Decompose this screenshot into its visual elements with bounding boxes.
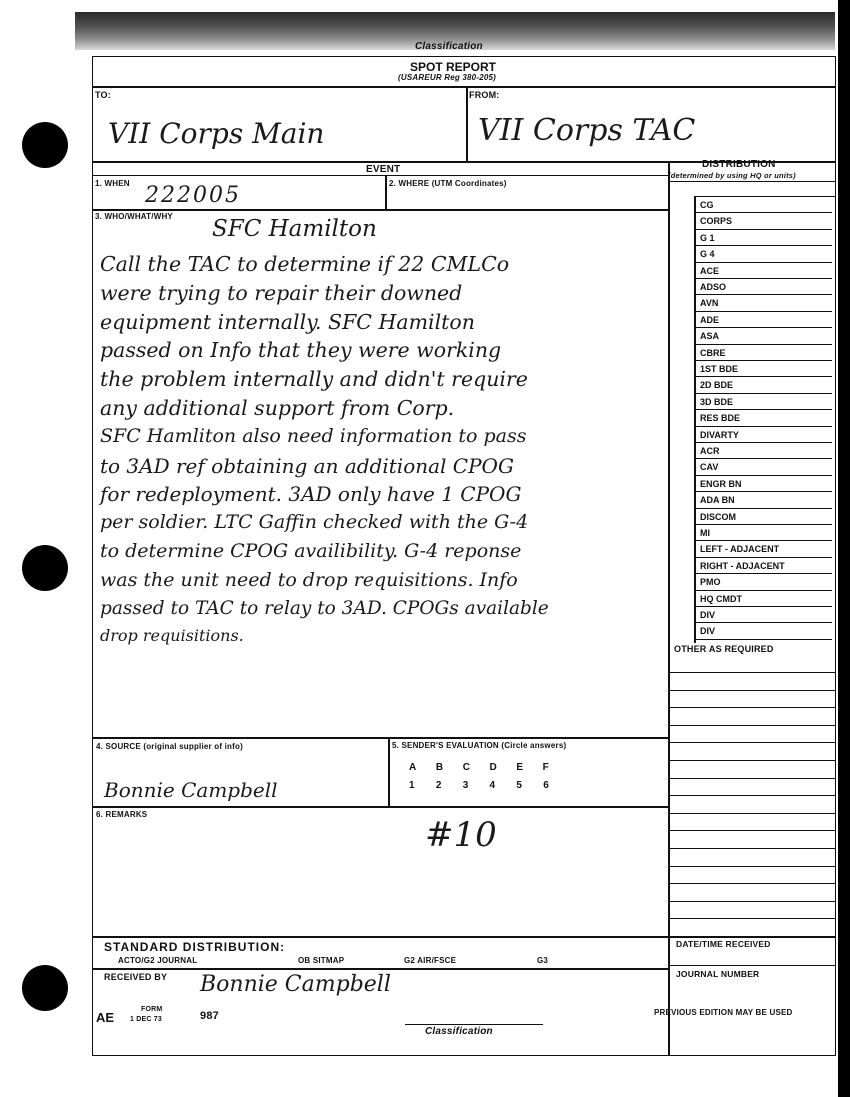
- where-label: 2. WHERE (UTM Coordinates): [389, 179, 507, 188]
- narrative-line: to determine CPOG availibility. G-4 reponse: [100, 539, 522, 562]
- narrative-line: Call the TAC to determine if 22 CMLCo: [100, 252, 510, 276]
- other-line: [670, 848, 836, 849]
- when-value: 222005: [145, 183, 241, 208]
- other-line: [670, 918, 836, 919]
- narrative-line: per soldier. LTC Gaffin checked with the G-4: [100, 511, 529, 534]
- evaluation-letters: [409, 762, 549, 773]
- form-date: 1 DEC 73: [130, 1016, 162, 1023]
- previous-edition-note: PREVIOUS EDITION MAY BE USED: [654, 1008, 793, 1017]
- distribution-item: CORPS: [694, 213, 832, 229]
- other-line: [670, 778, 836, 779]
- other-line: [670, 690, 836, 691]
- distribution-item: RES BDE: [694, 410, 832, 426]
- narrative-line: were trying to repair their downed: [100, 280, 463, 305]
- narrative-line: was the unit need to drop requisitions. Info: [100, 568, 518, 591]
- to-value: VII Corps Main: [108, 117, 325, 150]
- other-line: [670, 813, 836, 814]
- scan-edge-bar: [838, 0, 850, 1097]
- std-item: OB SITMAP: [298, 956, 345, 965]
- distribution-item: ENGR BN: [694, 476, 832, 492]
- other-line: [670, 742, 836, 743]
- other-line: [670, 883, 836, 884]
- when-label: 1. WHEN: [95, 179, 130, 188]
- eval-number[interactable]: 4: [489, 780, 496, 791]
- journal-number-label: JOURNAL NUMBER: [676, 969, 760, 979]
- eval-letter[interactable]: D: [489, 762, 497, 773]
- narrative-line: drop requisitions.: [100, 626, 244, 646]
- distribution-item: MI: [694, 525, 832, 541]
- distribution-title: DISTRIBUTION: [702, 159, 776, 170]
- eval-letter[interactable]: B: [435, 762, 444, 773]
- eval-letter[interactable]: F: [542, 762, 549, 773]
- distribution-item: DIVARTY: [694, 427, 832, 443]
- narrative-line: equipment internally. SFC Hamilton: [100, 309, 475, 334]
- remarks-label: 6. REMARKS: [96, 810, 148, 819]
- eval-number[interactable]: 3: [462, 780, 469, 791]
- form-title: SPOT REPORT: [410, 60, 497, 74]
- narrative-line: the problem internally and didn't require: [100, 367, 528, 392]
- other-line: [670, 795, 836, 796]
- other-line: [670, 725, 836, 726]
- other-line: [670, 707, 836, 708]
- from-value: VII Corps TAC: [478, 113, 696, 148]
- eval-number[interactable]: 6: [543, 780, 549, 791]
- narrative-line: any additional support from Corp.: [100, 395, 455, 420]
- distribution-item: RIGHT - ADJACENT: [694, 558, 832, 574]
- who-value: SFC Hamilton: [212, 216, 377, 242]
- evaluation-numbers: [409, 780, 549, 791]
- standard-distribution-label: STANDARD DISTRIBUTION:: [104, 940, 286, 954]
- classification-bottom: Classification: [425, 1026, 493, 1037]
- eval-number[interactable]: 2: [435, 780, 442, 791]
- source-label: 4. SOURCE (original supplier of info): [96, 742, 243, 751]
- to-label: TO:: [95, 90, 111, 100]
- received-by-label: RECEIVED BY: [104, 972, 168, 982]
- eval-letter[interactable]: A: [409, 762, 417, 773]
- narrative-line: to 3AD ref obtaining an additional CPOG: [100, 453, 514, 478]
- eval-letter[interactable]: C: [462, 762, 471, 773]
- distribution-item: G 1: [694, 230, 832, 246]
- remarks-value: #10: [425, 815, 497, 855]
- narrative-line: for redeployment. 3AD only have 1 CPOG: [100, 482, 522, 507]
- narrative: [100, 252, 665, 655]
- from-label: FROM:: [469, 90, 500, 100]
- distribution-item: AVN: [694, 295, 832, 311]
- event-label: EVENT: [366, 164, 401, 175]
- form-number: 987: [200, 1010, 219, 1022]
- std-item: G2 AIR/FSCE: [404, 956, 457, 965]
- distribution-item: ACE: [694, 263, 832, 279]
- distribution-item: ADA BN: [694, 492, 832, 508]
- std-item: ACTO/G2 JOURNAL: [118, 956, 198, 965]
- std-item: G3: [537, 956, 549, 965]
- distribution-item: 1ST BDE: [694, 361, 832, 377]
- evaluation-label: 5. SENDER'S EVALUATION (Circle answers): [392, 741, 567, 750]
- distribution-item: LEFT - ADJACENT: [694, 541, 832, 557]
- other-as-required-label: OTHER AS REQUIRED: [674, 644, 774, 654]
- distribution-subtitle: (determined by using HQ or units): [668, 171, 796, 180]
- other-line: [670, 901, 836, 902]
- distribution-item: ADSO: [694, 279, 832, 295]
- form-regulation: (USAREUR Reg 380-205): [398, 73, 497, 82]
- narrative-line: SFC Hamliton also need information to pass: [100, 424, 527, 447]
- other-line: [670, 672, 836, 673]
- distribution-item: G 4: [694, 246, 832, 262]
- date-time-received-label: DATE/TIME RECEIVED: [676, 939, 771, 949]
- eval-number[interactable]: 5: [516, 780, 523, 791]
- distribution-item: CBRE: [694, 345, 832, 361]
- punch-hole: [22, 122, 68, 168]
- received-by-signature: Bonnie Campbell: [200, 972, 391, 997]
- distribution-item: ASA: [694, 328, 832, 344]
- narrative-line: passed on Info that they were working: [100, 338, 502, 363]
- punch-hole: [22, 545, 68, 591]
- distribution-item: CAV: [694, 459, 832, 475]
- distribution-item: DIV: [694, 607, 832, 623]
- source-signature: Bonnie Campbell: [104, 778, 278, 802]
- other-line: [670, 830, 836, 831]
- classification-top: Classification: [415, 41, 483, 52]
- distribution-item: 3D BDE: [694, 394, 832, 410]
- distribution-item: DIV: [694, 623, 832, 639]
- eval-number[interactable]: 1: [409, 780, 415, 791]
- other-line: [670, 760, 836, 761]
- narrative-line: passed to TAC to relay to 3AD. CPOGs available: [100, 597, 549, 619]
- distribution-item: 2D BDE: [694, 377, 832, 393]
- distribution-item: PMO: [694, 574, 832, 590]
- distribution-item: CG: [694, 197, 832, 213]
- punch-hole: [22, 965, 68, 1011]
- distribution-item: ADE: [694, 312, 832, 328]
- who-label: 3. WHO/WHAT/WHY: [95, 212, 173, 221]
- eval-letter[interactable]: E: [516, 762, 524, 773]
- other-line: [670, 866, 836, 867]
- distribution-item: HQ CMDT: [694, 591, 832, 607]
- distribution-item: ACR: [694, 443, 832, 459]
- form-code: AE: [96, 1010, 115, 1025]
- form-label: FORM: [141, 1006, 163, 1013]
- distribution-item: DISCOM: [694, 509, 832, 525]
